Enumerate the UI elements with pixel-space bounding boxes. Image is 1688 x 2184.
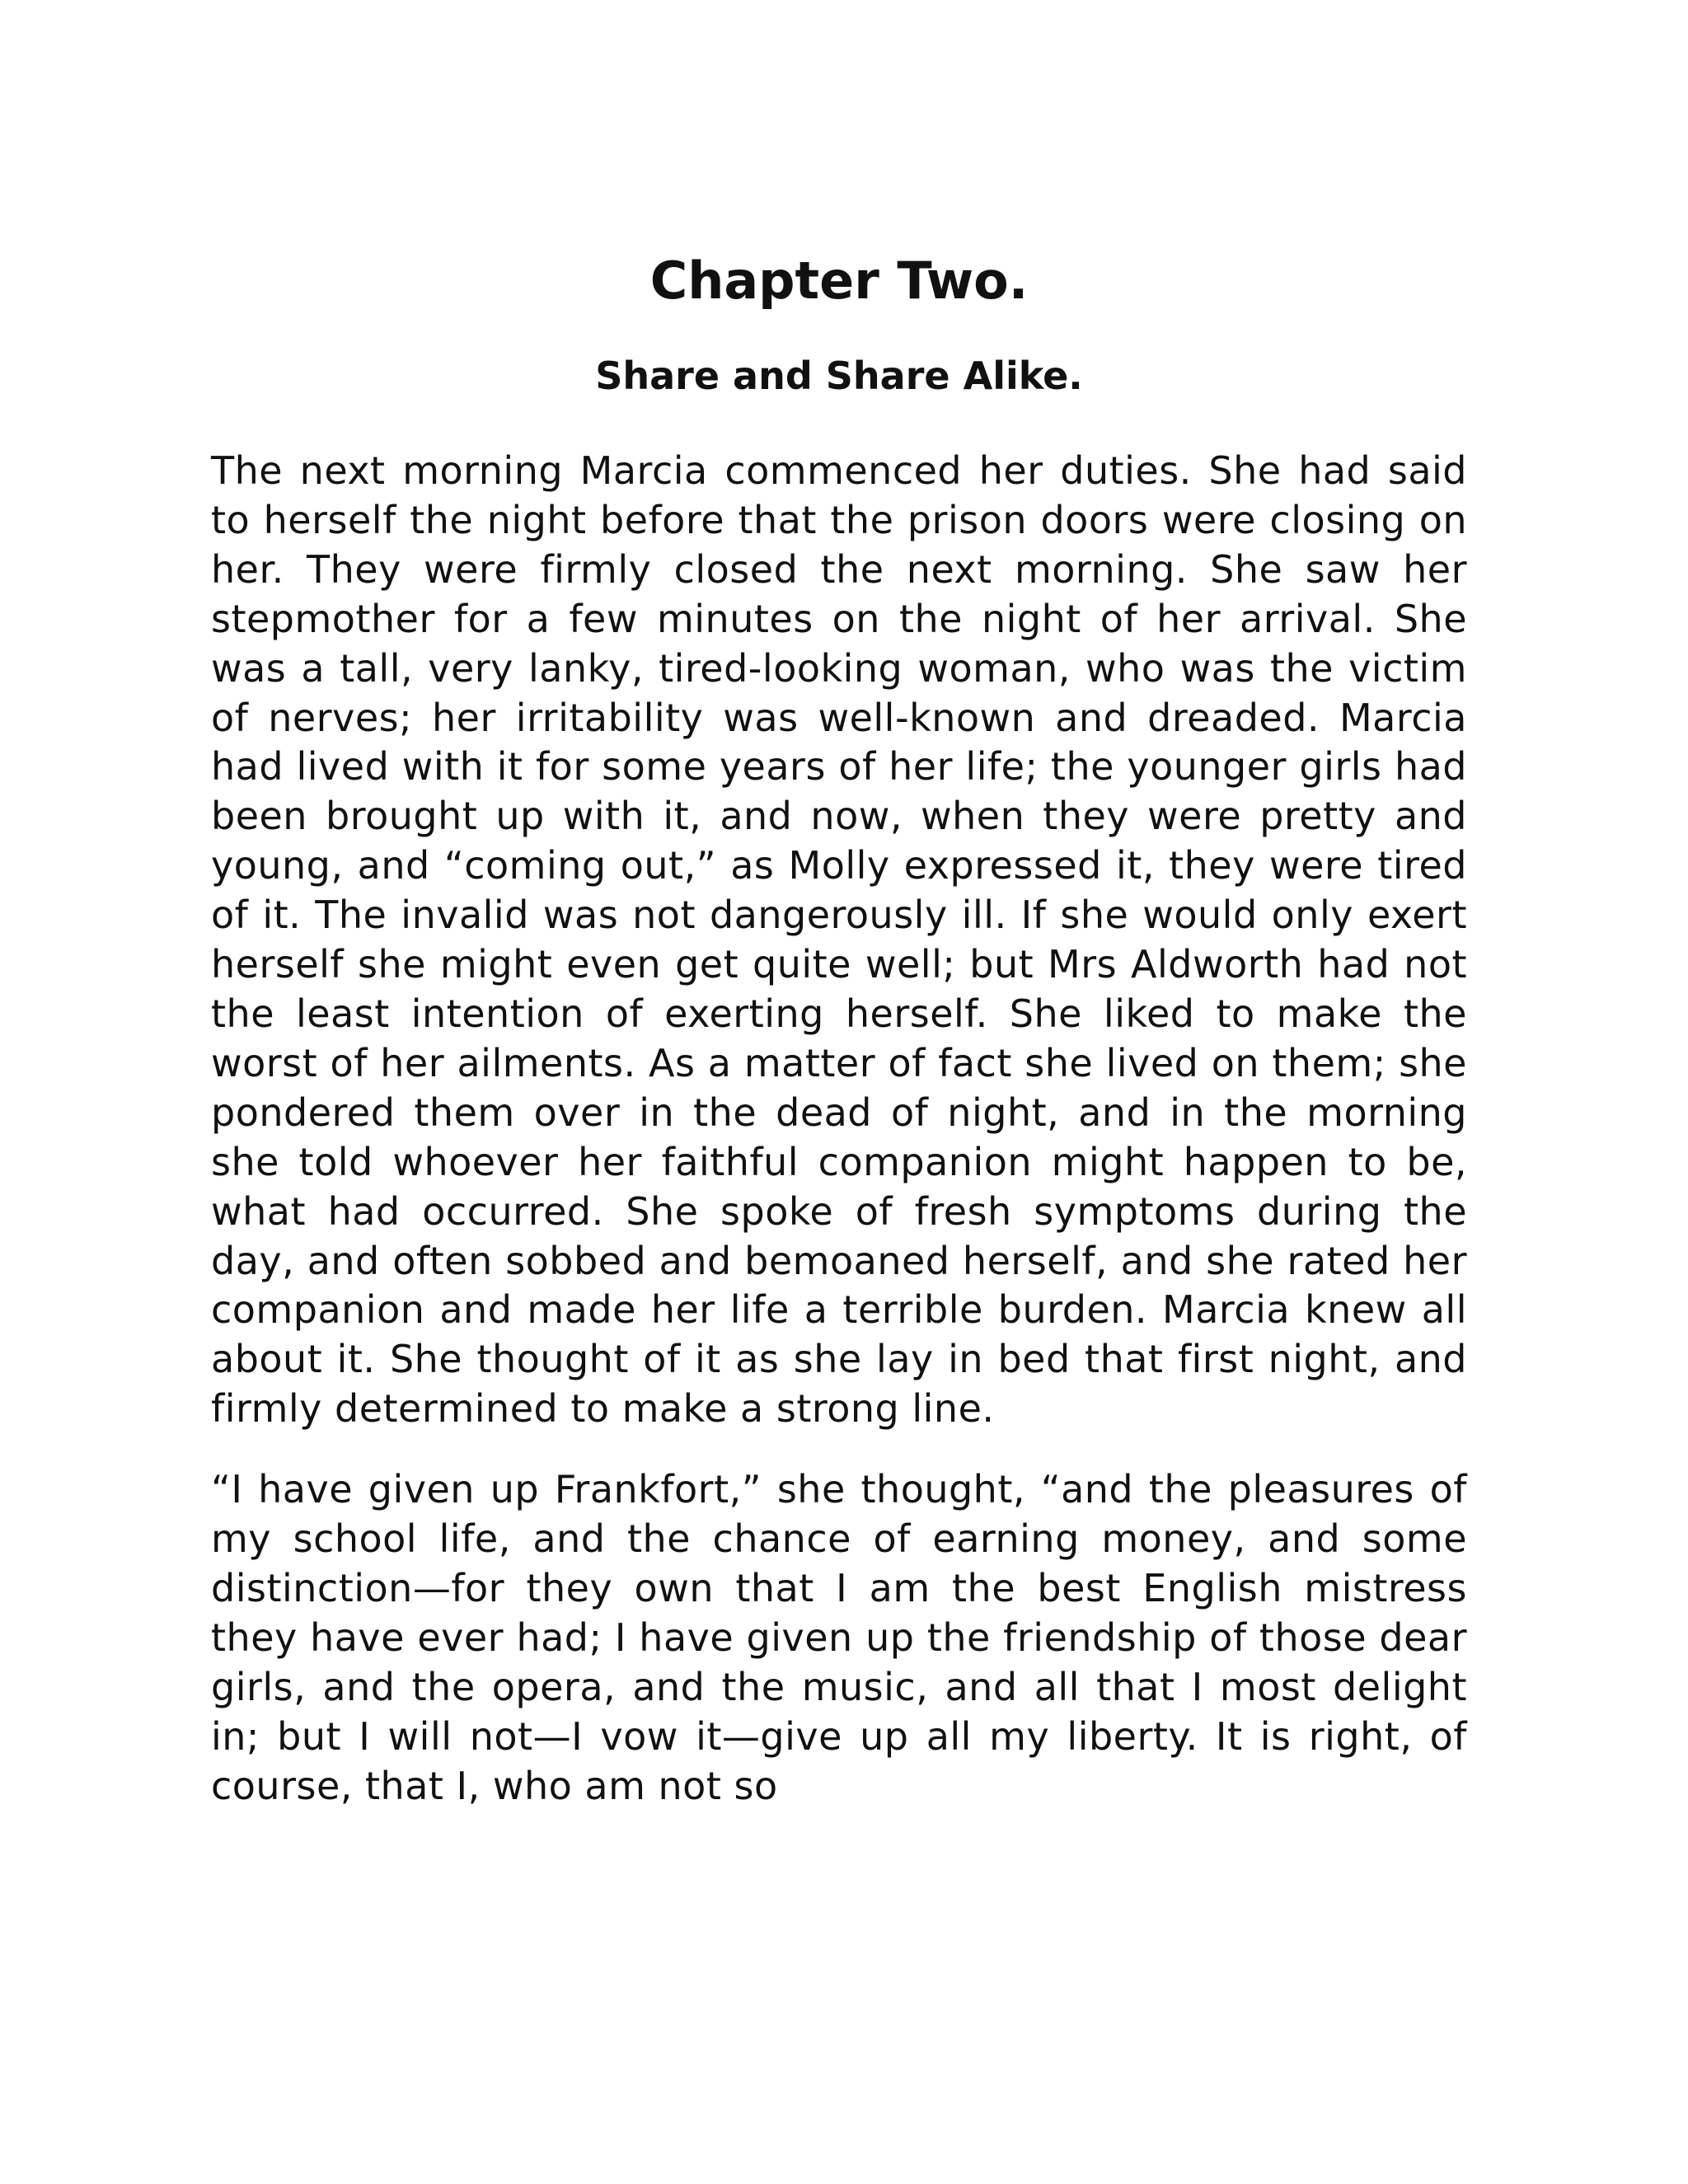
chapter-subtitle: Share and Share Alike. [595,354,1083,398]
book-page [211,247,1467,1811]
body-paragraph: The next morning Marcia commenced her duties. She had said to herself the night before that the prison doors were closing on her. They were firmly closed the next morning. She saw her stepmother for a few minutes on the night of her arrival. She was a tall, very lanky, tired-looking woman, who was the victim of nerves; her irritability was well-known and dreaded. Marcia had lived with it for some years of her life; the younger girls had been brought up with it, and now, when they were pretty and young, and “coming out,” as Molly expressed it, they were tired of it. The invalid was not dangerously ill. If she would only exert herself she might even get quite well; but Mrs Aldworth had not the least intention of exerting herself. She liked to make the worst of her ailments. As a matter of fact she lived on them; she pondered them over in the dead of night, and in the morning she told whoever her faithful companion might happen to be, what had occurred. She spoke of fresh symptoms during the day, and often sobbed and bemoaned herself, and she rated her companion and made her life a terrible burden. Marcia knew all about it. She thought of it as she lay in bed that first night, and firmly determined to make a strong line. [211,448,1467,1432]
body-paragraph: “I have given up Frankfort,” she thought, “and the pleasures of my school life, and the chance of earning money, and some distinction—for they own that I am the best English mistress they have ever had; I have given up the friendship of those dear girls, and the opera, and the music, and all that I most delight in; but I will not—I vow it—give up all my liberty. It is right, of course, that I, who am not so [211,1467,1467,1808]
chapter-title: Chapter Two. [649,251,1029,311]
